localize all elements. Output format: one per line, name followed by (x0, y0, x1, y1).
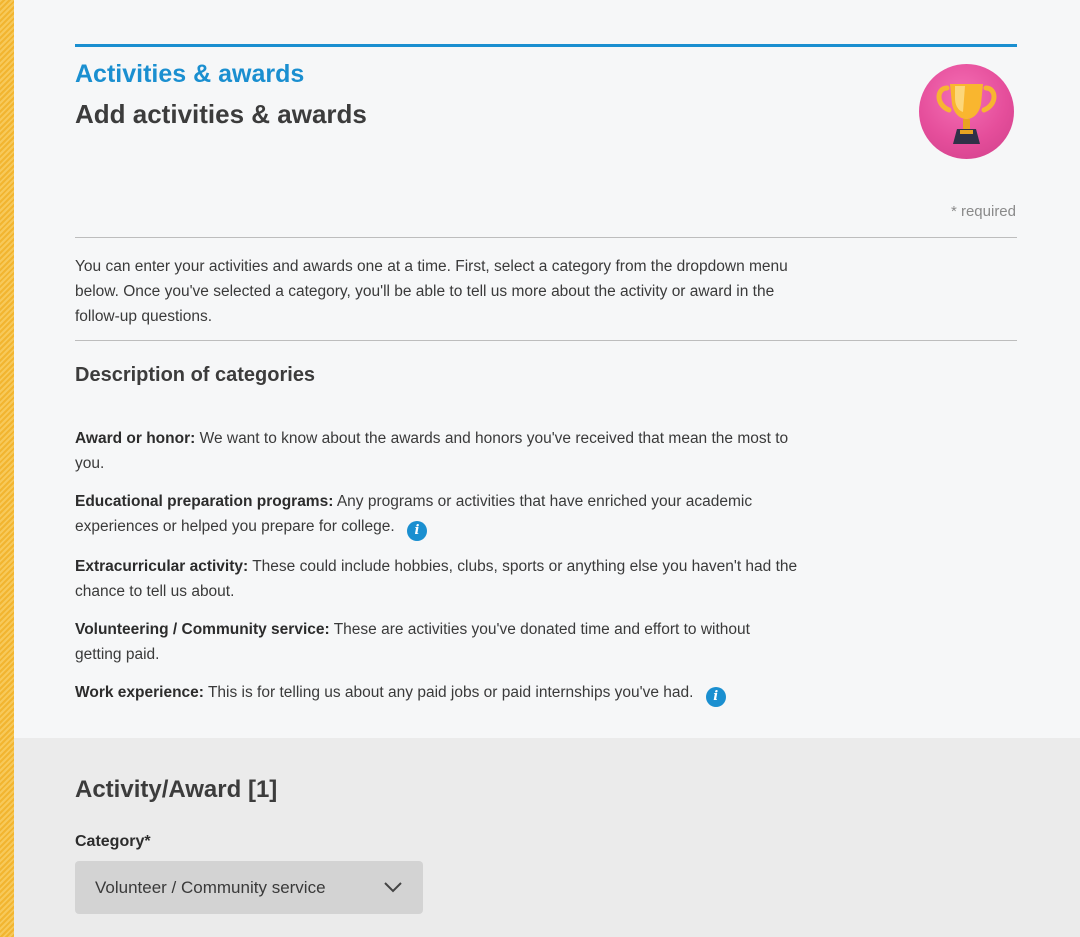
decorative-stripe (0, 0, 14, 937)
trophy-icon (919, 64, 1014, 159)
activity-section (14, 738, 1080, 937)
category-desc: This is for telling us about any paid jobs or paid internships you've had. (207, 684, 694, 701)
divider (75, 237, 1017, 238)
page-title: Add activities & awards (75, 99, 367, 129)
category-term: Educational preparation programs: (75, 493, 334, 510)
category-term: Award or honor: (75, 430, 196, 447)
category-desc: These are activities you've donated time and effort to without getting paid. (75, 621, 750, 663)
category-desc: These could include hobbies, clubs, sports or anything else you haven't had the chance to tell us about. (75, 558, 798, 600)
info-icon[interactable]: i (407, 521, 427, 541)
category-select[interactable] (75, 861, 423, 914)
intro-text: You can enter your activities and awards one at a time. First, select a category from the dropdown menu below. Once you've selected a category, you'll be able to tell us more about the activity or award in the follow-up questions. (75, 258, 788, 325)
trophy-badge (919, 64, 1014, 159)
category-description (75, 489, 800, 541)
section-title: Activities & awards (75, 60, 305, 88)
category-term: Volunteering / Community service: (75, 621, 330, 638)
required-note: * required (950, 203, 1016, 220)
category-description (75, 426, 800, 476)
divider (75, 340, 1017, 341)
category-desc: Any programs or activities that have enriched your academic experiences or helped you prepare for college. (75, 493, 753, 535)
chevron-down-icon (383, 880, 403, 894)
category-description (75, 554, 800, 604)
category-description (75, 680, 800, 707)
categories-heading: Description of categories (75, 364, 316, 386)
category-desc: We want to know about the awards and honors you've received that mean the most to you. (75, 430, 789, 472)
info-icon[interactable]: i (706, 687, 726, 707)
category-select-value: Volunteer / Community service (95, 878, 326, 897)
category-label: Category* (75, 833, 151, 850)
category-term: Work experience: (75, 684, 204, 701)
section-divider (75, 44, 1017, 47)
category-term: Extracurricular activity: (75, 558, 249, 575)
form-header-section (14, 0, 1080, 738)
activity-heading: Activity/Award [1] (75, 776, 278, 803)
category-description (75, 617, 800, 667)
